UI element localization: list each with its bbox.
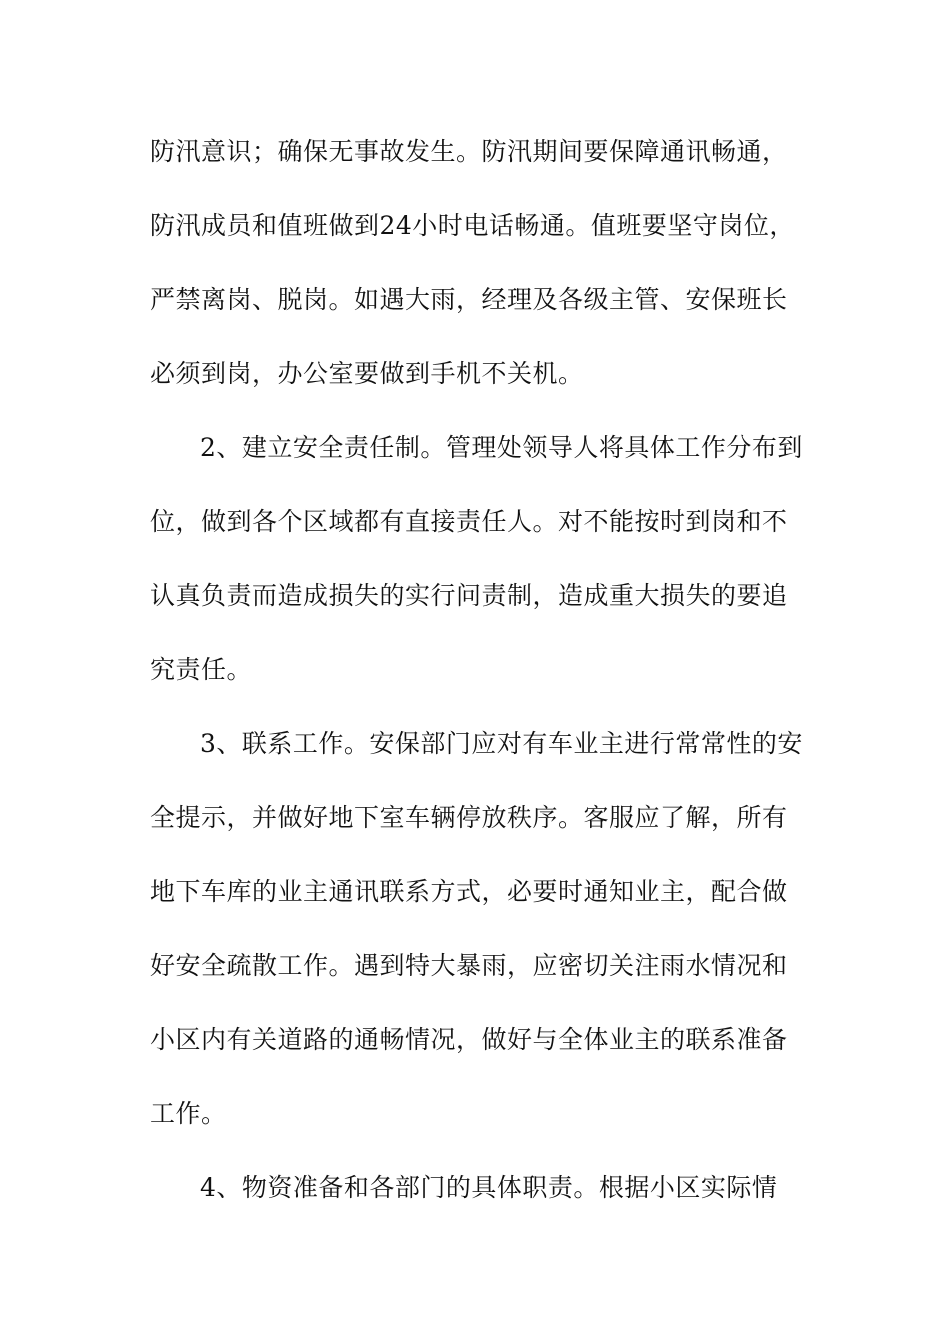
paragraph-4-start: 4、物资准备和各部门的具体职责。根据小区实际情 — [200, 1173, 778, 1202]
text-line: 小区内有关道路的通畅情况，做好与全体业主的联系准备 — [150, 1025, 788, 1054]
paragraph-2-start: 2、建立安全责任制。管理处领导人将具体工作分布到 — [200, 433, 803, 462]
text-line: 必须到岗，办公室要做到手机不关机。 — [150, 359, 584, 388]
text-line: 认真负责而造成损失的实行问责制，造成重大损失的要追 — [150, 581, 788, 610]
text-line: 全提示，并做好地下室车辆停放秩序。客服应了解，所有 — [150, 803, 788, 832]
text-line: 严禁离岗、脱岗。如遇大雨，经理及各级主管、安保班长 — [150, 285, 788, 314]
text-line: 位，做到各个区域都有直接责任人。对不能按时到岗和不 — [150, 507, 788, 536]
text-line: 防汛意识；确保无事故发生。防汛期间要保障通讯畅通， — [150, 137, 788, 166]
text-line: 地下车库的业主通讯联系方式，必要时通知业主，配合做 — [150, 877, 788, 906]
text-line: 好安全疏散工作。遇到特大暴雨，应密切关注雨水情况和 — [150, 951, 788, 980]
text-line: 究责任。 — [150, 655, 253, 684]
text-line: 防汛成员和值班做到24小时电话畅通。值班要坚守岗位， — [150, 211, 795, 240]
paragraph-3-start: 3、联系工作。安保部门应对有车业主进行常常性的安 — [200, 729, 803, 758]
text-line: 工作。 — [150, 1099, 227, 1128]
